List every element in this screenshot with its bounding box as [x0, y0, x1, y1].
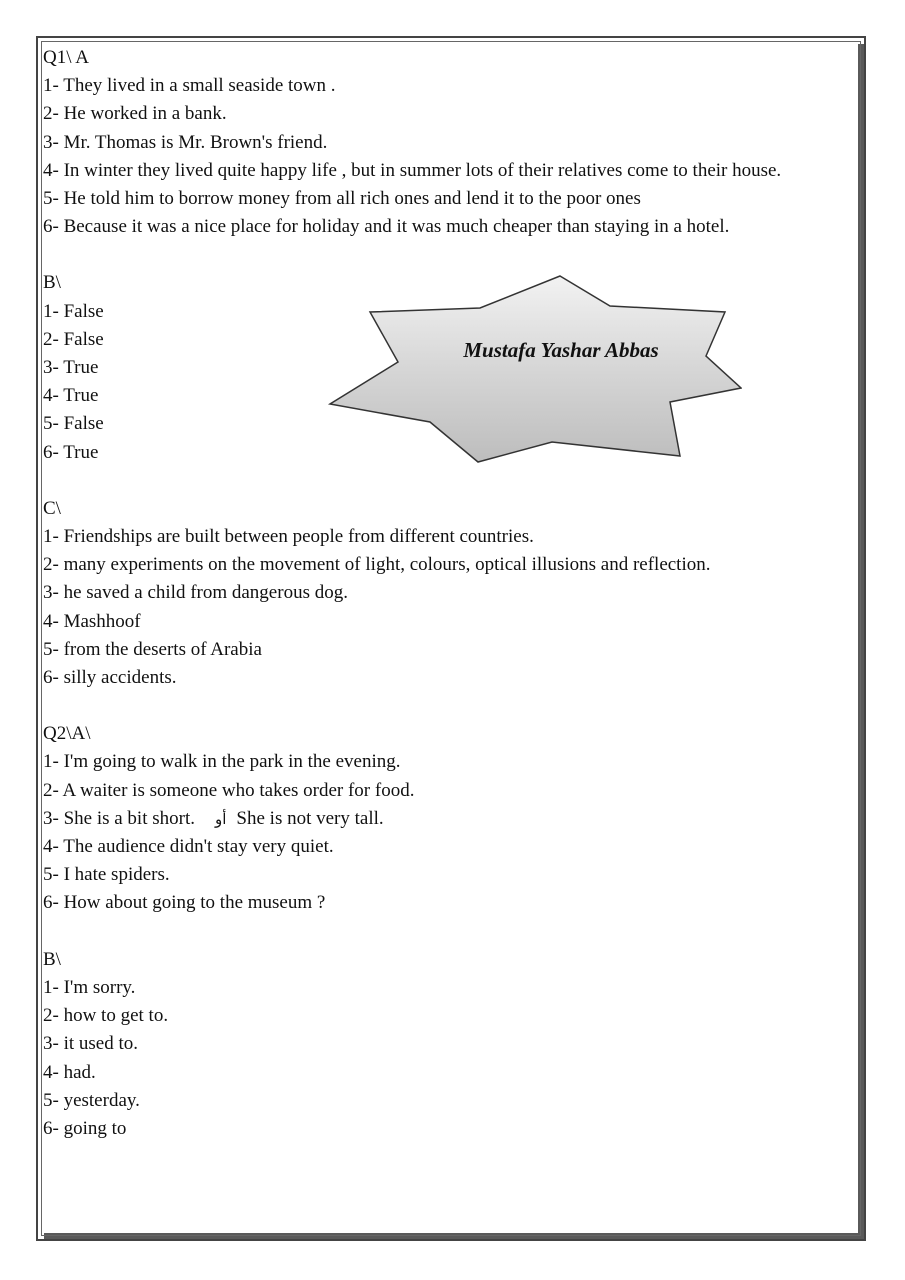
- q2-b-item-6: 6- going to: [43, 1117, 127, 1139]
- q1-b-item-4: 4- True: [43, 385, 99, 407]
- q2-b-item-5: 5- yesterday.: [43, 1089, 140, 1111]
- star-label: Mustafa Yashar Abbas: [463, 338, 659, 362]
- q1-a-item-6: 6- Because it was a nice place for holiday and it was much cheaper than staying in a hotel.: [43, 216, 730, 238]
- answer-sheet: [43, 44, 833, 1143]
- q2-b-heading: B\: [43, 948, 61, 970]
- q1-b-item-1: 1- False: [43, 300, 104, 322]
- q1-b-item-3: 3- True: [43, 357, 99, 379]
- q1-c-item-2: 2- many experiments on the movement of light, colours, optical illusions and reflection.: [43, 554, 711, 576]
- q1-a-heading: Q1\ A: [43, 47, 89, 68]
- q2-b-item-2: 2- how to get to.: [43, 1005, 169, 1027]
- q2-a-item-3-row: [43, 805, 833, 833]
- q2-a-item-3-alt: She is not very tall.: [236, 807, 384, 829]
- q1-c-heading: C\: [43, 497, 61, 519]
- q2-b-item-4: 4- had.: [43, 1061, 96, 1083]
- q1-b-item-2: 2- False: [43, 328, 104, 350]
- q1-b-item-6: 6- True: [43, 441, 99, 463]
- q2-a-item-6: 6- How about going to the museum ?: [43, 892, 326, 914]
- q1-c-item-1: 1- Friendships are built between people from different countries.: [43, 526, 534, 548]
- q1-b-item-5: 5- False: [43, 413, 104, 435]
- q2-a-item-4: 4- The audience didn't stay very quiet.: [43, 836, 334, 858]
- q2-a-item-1: 1- I'm going to walk in the park in the evening.: [43, 751, 401, 773]
- q1-a-item-3: 3- Mr. Thomas is Mr. Brown's friend.: [43, 131, 328, 153]
- q2-b-item-1: 1- I'm sorry.: [43, 976, 136, 998]
- q1-a-item-5: 5- He told him to borrow money from all rich ones and lend it to the poor ones: [43, 188, 641, 210]
- q2-a-heading: Q2\A\: [43, 723, 91, 745]
- q1-c-item-4: 4- Mashhoof: [43, 610, 141, 632]
- q1-a-item-4: 4- In winter they lived quite happy life , but in summer lots of their relatives come to their house.: [43, 159, 782, 181]
- q1-a-item-1: 1- They lived in a small seaside town .: [43, 75, 336, 97]
- q2-a-item-3: 3- She is a bit short.: [43, 807, 195, 829]
- q2-b-item-3: 3- it used to.: [43, 1033, 138, 1055]
- or-word: أو: [215, 809, 227, 828]
- q2-a-item-5: 5- I hate spiders.: [43, 864, 170, 886]
- q1-a-item-2: 2- He worked in a bank.: [43, 103, 227, 125]
- q1-c-item-3: 3- he saved a child from dangerous dog.: [43, 582, 348, 604]
- q1-b-heading: B\: [43, 272, 61, 294]
- q1-c-item-6: 6- silly accidents.: [43, 667, 177, 689]
- q1-c-item-5: 5- from the deserts of Arabia: [43, 638, 262, 660]
- q2-a-item-2: 2- A waiter is someone who takes order for food.: [43, 779, 415, 801]
